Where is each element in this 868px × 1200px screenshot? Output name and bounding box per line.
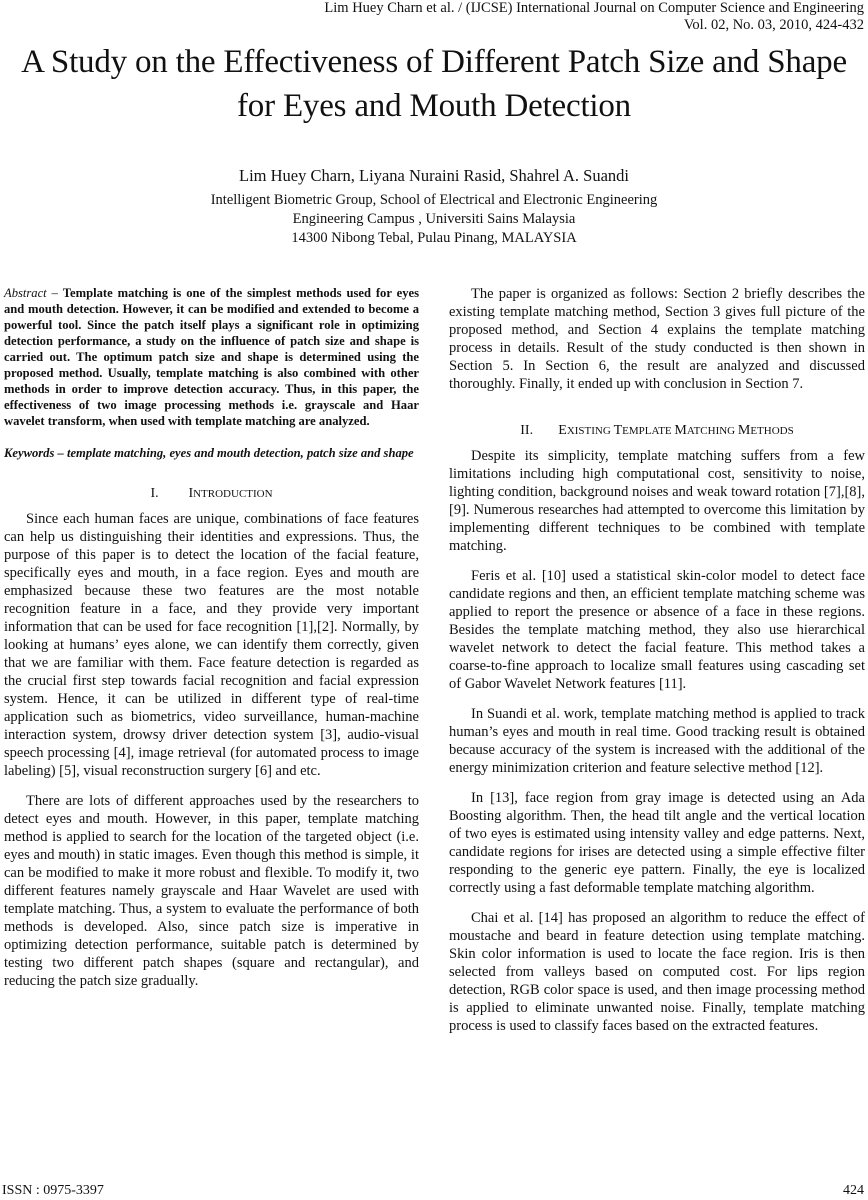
author-list: Lim Huey Charn, Liyana Nuraini Rasid, Shahrel A. Suandi (239, 166, 629, 185)
affiliation-line-1: Intelligent Biometric Group, School of Electrical and Electronic Engineering (210, 192, 658, 208)
abstract-label: Abstract (4, 286, 47, 300)
intro-paragraph-2: There are lots of different approaches used by the researchers to detect eyes and mouth. However, in this paper, template matching method is applied to search for the location of the targeted object (i.e. eyes and mouth) in static images. Even though this method is simple, it can be modified to make it more robust and flexible. To modify it, two different features namely grayscale and Haar Wavelet are used with template matching. Thus, a system to evaluate the performance of both methods is developed. Also, since patch size is imperative in optimizing detection performance, suitable patch is determined by testing two different patch shapes (square and rectangular), and reducing the patch size gradually. (4, 793, 419, 989)
section-heading-introduction: I. INTRODUCTION (150, 486, 273, 501)
footer-page-number: 424 (843, 1183, 864, 1198)
paper-title: A Study on the Effectiveness of Different Patch Size and Shape for Eyes and Mouth Detection (21, 44, 847, 124)
intro-paragraph-1: Since each human faces are unique, combinations of face features can help us distinguishing their identities and expressions. Thus, the purpose of this paper is to detect the location of the facial feature, specifically eyes and mouth, in a face region. Eyes and mouth are emphasized because these two features are the most notable recognition feature in a face, and they provide very important information that can be used for face recognition [1],[2]. Normally, by looking at humans’ eyes alone, we can identify them correctly, given that we are familiar with them. Face feature detection is regarded as the crucial first step towards facial recognition and facial expression system. Hence, it can be utilized in different type of real-time application such as biometrics, video surveillance, human-machine interaction system, drowsy driver detection system [3], audio-visual speech processing [4], image retrieval (for automated process to image labeling) [5], visual reconstruction surgery [6] and etc. (4, 511, 419, 779)
running-header-journal: Lim Huey Charn et al. / (IJCSE) International Journal on Computer Science and Engineering (324, 0, 864, 16)
section-number: II. (520, 423, 534, 438)
methods-paragraph-1: Despite its simplicity, template matching suffers from a few limitations including high computational cost, sensitivity to noise, lighting condition, background noises and weak toward rotation [7],[8],[9]. Numerous researches had attempted to overcome this limitation by implementing different techniques to be combined with template matching. (449, 448, 865, 554)
section-heading-existing-methods: II. EXISTING TEMPLATE MATCHING METHODS (520, 423, 794, 438)
affiliation-line-2: Engineering Campus , Universiti Sains Malaysia (292, 211, 576, 227)
methods-paragraph-3: In Suandi et al. work, template matching method is applied to track human’s eyes and mouth in real time. Good tracking result is obtained because accuracy of the system is increased with the additional of the energy minimization criterion and feature selective method [12]. (449, 706, 865, 776)
keywords: Keywords – template matching, eyes and mouth detection, patch size and shape (4, 446, 414, 460)
methods-paragraph-4: In [13], face region from gray image is detected using an Ada Boosting algorithm. Then, the head tilt angle and the vertical location of two eyes is estimated using intensity valley and edge patterns. Next, candidate regions for irises are detected using a simple effective filter responding to the generic eye pattern. Finally, the eye is localized correctly using a fast deformable template matching algorithm. (449, 790, 865, 896)
running-header-volume: Vol. 02, No. 03, 2010, 424-432 (683, 17, 864, 33)
footer-issn: ISSN : 0975-3397 (2, 1183, 104, 1198)
left-column (4, 285, 419, 1002)
section-number: I. (150, 486, 159, 501)
abstract: Abstract – Template matching is one of the simplest methods used for eyes and mouth detection. However, it can be modified and extended to become a powerful tool. Since the patch itself plays a significant role in optimizing detection performance, a study on the influence of patch size and shape is carried out. The optimum patch size and shape is determined using the proposed method. Usually, template matching is also combined with other methods in order to improve detection accuracy. Thus, in this paper, the effectiveness of two image processing methods i.e. grayscale and Haar wavelet transform, when used with template matching are analyzed. (4, 286, 419, 428)
right-column (449, 285, 865, 1047)
intro-paragraph-3: The paper is organized as follows: Section 2 briefly describes the existing template matching method, Section 3 gives full picture of the proposed method, and Section 4 explains the template matching process in details. Result of the study conducted is then shown in Section 5. In Section 6, the result are analyzed and discussed thoroughly. Finally, it ended up with conclusion in Section 7. (449, 286, 865, 392)
affiliation-line-3: 14300 Nibong Tebal, Pulau Pinang, MALAYSIA (291, 230, 577, 246)
methods-paragraph-5: Chai et al. [14] has proposed an algorithm to reduce the effect of moustache and beard in feature detection using template matching. Skin color information is used to locate the face region. Iris is then selected from valleys based on computed cost. For lips region detection, RGB color space is used, and then image processing method is applied to eliminate unwanted noise. Finally, template matching process is used to classify faces based on the extracted features. (449, 910, 865, 1034)
abstract-text: Template matching is one of the simplest methods used for eyes and mouth detection. However, it can be modified and extended to become a powerful tool. Since the patch itself plays a significant role in optimizing detection performance, a study on the influence of patch size and shape is carried out. The optimum patch size and shape is determined using the proposed method. Usually, template matching is also combined with other methods in order to improve detection accuracy. Thus, in this paper, the effectiveness of two image processing methods i.e. grayscale and Haar wavelet transform, when used with template matching are analyzed. (4, 286, 419, 428)
methods-paragraph-2: Feris et al. [10] used a statistical skin-color model to detect face candidate regions and then, an efficient template matching scheme was applied to report the presence or absence of a face in these regions. Besides the template matching method, they also use hierarchical wavelet network to detect the facial feature. This method takes a coarse-to-fine approach to localize small features using cascading set of Gabor Wavelet Network features [11]. (449, 568, 865, 692)
